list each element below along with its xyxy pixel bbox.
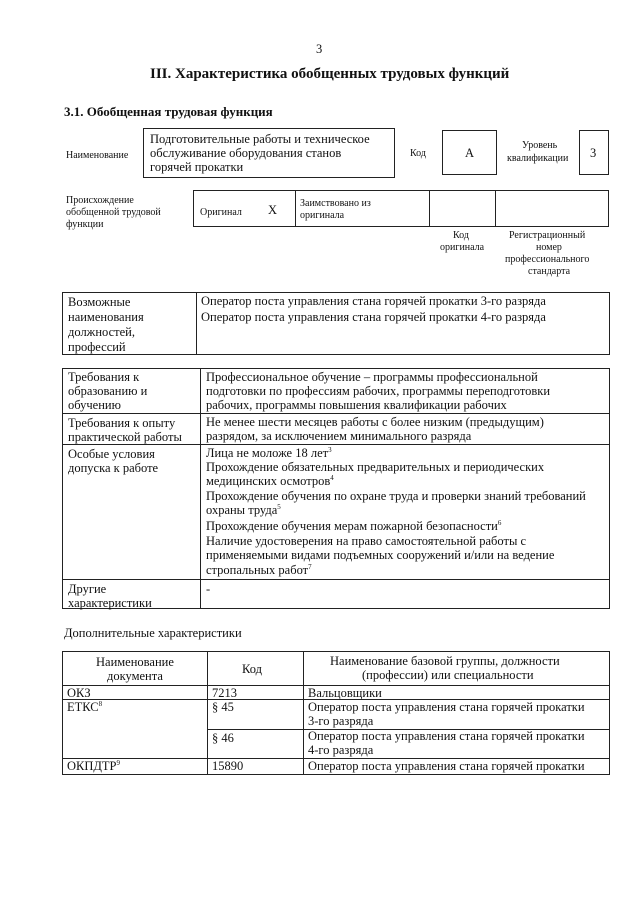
table-row-name: Оператор поста управления стана горячей прокатки	[308, 700, 585, 714]
header-code: Код	[242, 662, 262, 676]
special-condition: Прохождение обучения мерам пожарной безопасности$^6$	[206, 518, 502, 533]
origin-label: Происхождение	[66, 195, 134, 206]
reg-number-caption: номер	[536, 242, 562, 253]
positions-label: должностей,	[68, 325, 135, 339]
code-value: А	[465, 146, 475, 160]
page-number: 3	[316, 42, 323, 56]
borrowed-label: оригинала	[300, 210, 345, 221]
code-original-caption: Код	[453, 230, 469, 241]
experience-value: разрядом, за исключением минимального разряда	[206, 429, 472, 443]
education-label: обучению	[68, 398, 121, 412]
original-label: Оригинал	[200, 207, 242, 218]
function-name-line: горячей прокатки	[150, 160, 244, 174]
table-row-name: Оператор поста управления стана горячей прокатки	[308, 759, 585, 773]
header-doc: документа	[107, 669, 163, 683]
positions-label: Возможные	[68, 295, 131, 309]
function-name-box	[143, 128, 395, 178]
table-row-name: Вальцовщики	[308, 686, 382, 700]
table-row-name: Оператор поста управления стана горячей прокатки	[308, 729, 585, 743]
subsection-title: 3.1. Обобщенная трудовая функция	[64, 104, 273, 119]
table-row-name: 4-го разряда	[308, 743, 374, 757]
origin-box	[193, 190, 609, 227]
education-value: подготовки по профессиям рабочих, программы переподготовки	[206, 384, 551, 398]
other-value: -	[206, 582, 211, 596]
additional-title: Дополнительные характеристики	[64, 626, 242, 640]
positions-label: профессий	[68, 340, 126, 354]
special-condition: охраны труда$^5$	[206, 502, 281, 517]
reg-number-caption: стандарта	[528, 266, 571, 277]
header-doc: Наименование	[96, 655, 174, 669]
reg-number-caption: Регистрационный	[509, 230, 586, 241]
reg-number-caption: профессионального	[505, 254, 590, 265]
special-label: Особые условия	[68, 447, 155, 461]
origin-label: функции	[66, 219, 104, 230]
special-condition: медицинских осмотров$^4$	[206, 473, 334, 488]
level-label: квалификации	[507, 153, 569, 164]
code-box	[442, 130, 497, 175]
name-label: Наименование	[66, 150, 129, 161]
level-box	[579, 130, 609, 175]
table-row-doc: ЕТКС$^8$	[67, 699, 103, 714]
education-label: образованию и	[68, 384, 148, 398]
table-row-code: § 45	[212, 700, 234, 714]
table-row-doc: ОКПДТР$^9$	[67, 758, 121, 773]
table-row-code: 15890	[212, 759, 244, 773]
table-row-doc: ОКЗ	[67, 686, 91, 700]
function-name-line: Подготовительные работы и техническое	[150, 132, 370, 146]
table-row-code: 7213	[212, 686, 237, 700]
level-label: Уровень	[522, 140, 558, 151]
code-label: Код	[410, 148, 426, 159]
education-value: рабочих, программы повышения квалификации рабочих	[206, 398, 507, 412]
section-title: III. Характеристика обобщенных трудовых функций	[150, 66, 510, 82]
other-label: характеристики	[68, 596, 152, 610]
special-condition: применяемыми видами подъемных сооружений и/или на ведение	[206, 548, 555, 562]
position-item: Оператор поста управления стана горячей прокатки 3-го разряда	[201, 294, 546, 308]
experience-label: практической работы	[68, 430, 182, 444]
header-name: Наименование базовой группы, должности	[330, 654, 560, 668]
special-label: допуска к работе	[68, 461, 159, 475]
other-label: Другие	[68, 582, 107, 596]
special-condition: стропальных работ$^7$	[206, 562, 312, 577]
table-row-name: 3-го разряда	[308, 714, 374, 728]
table-row-code: § 46	[212, 731, 234, 745]
education-value: Профессиональное обучение – программы профессиональной	[206, 370, 538, 384]
position-item: Оператор поста управления стана горячей прокатки 4-го разряда	[201, 310, 546, 324]
function-name-line: обслуживание оборудования станов	[150, 146, 342, 160]
special-condition: Прохождение обучения по охране труда и проверки знаний требований	[206, 489, 586, 503]
special-condition: Лица не моложе 18 лет$^3$	[206, 445, 332, 460]
experience-label: Требования к опыту	[68, 416, 176, 430]
borrowed-label: Заимствовано из	[300, 198, 371, 209]
experience-value: Не менее шести месяцев работы с более низким (предыдущим)	[206, 415, 544, 429]
level-value: 3	[590, 146, 597, 160]
header-name: (профессии) или специальности	[362, 668, 534, 682]
education-label: Требования к	[68, 370, 140, 384]
code-original-caption: оригинала	[440, 242, 485, 253]
positions-label: наименования	[68, 310, 144, 324]
original-mark: X	[268, 203, 278, 217]
origin-label: обобщенной трудовой	[66, 207, 161, 218]
special-condition: Наличие удостоверения на право самостоятельной работы с	[206, 534, 527, 548]
special-condition: Прохождение обязательных предварительных и периодических	[206, 460, 545, 474]
